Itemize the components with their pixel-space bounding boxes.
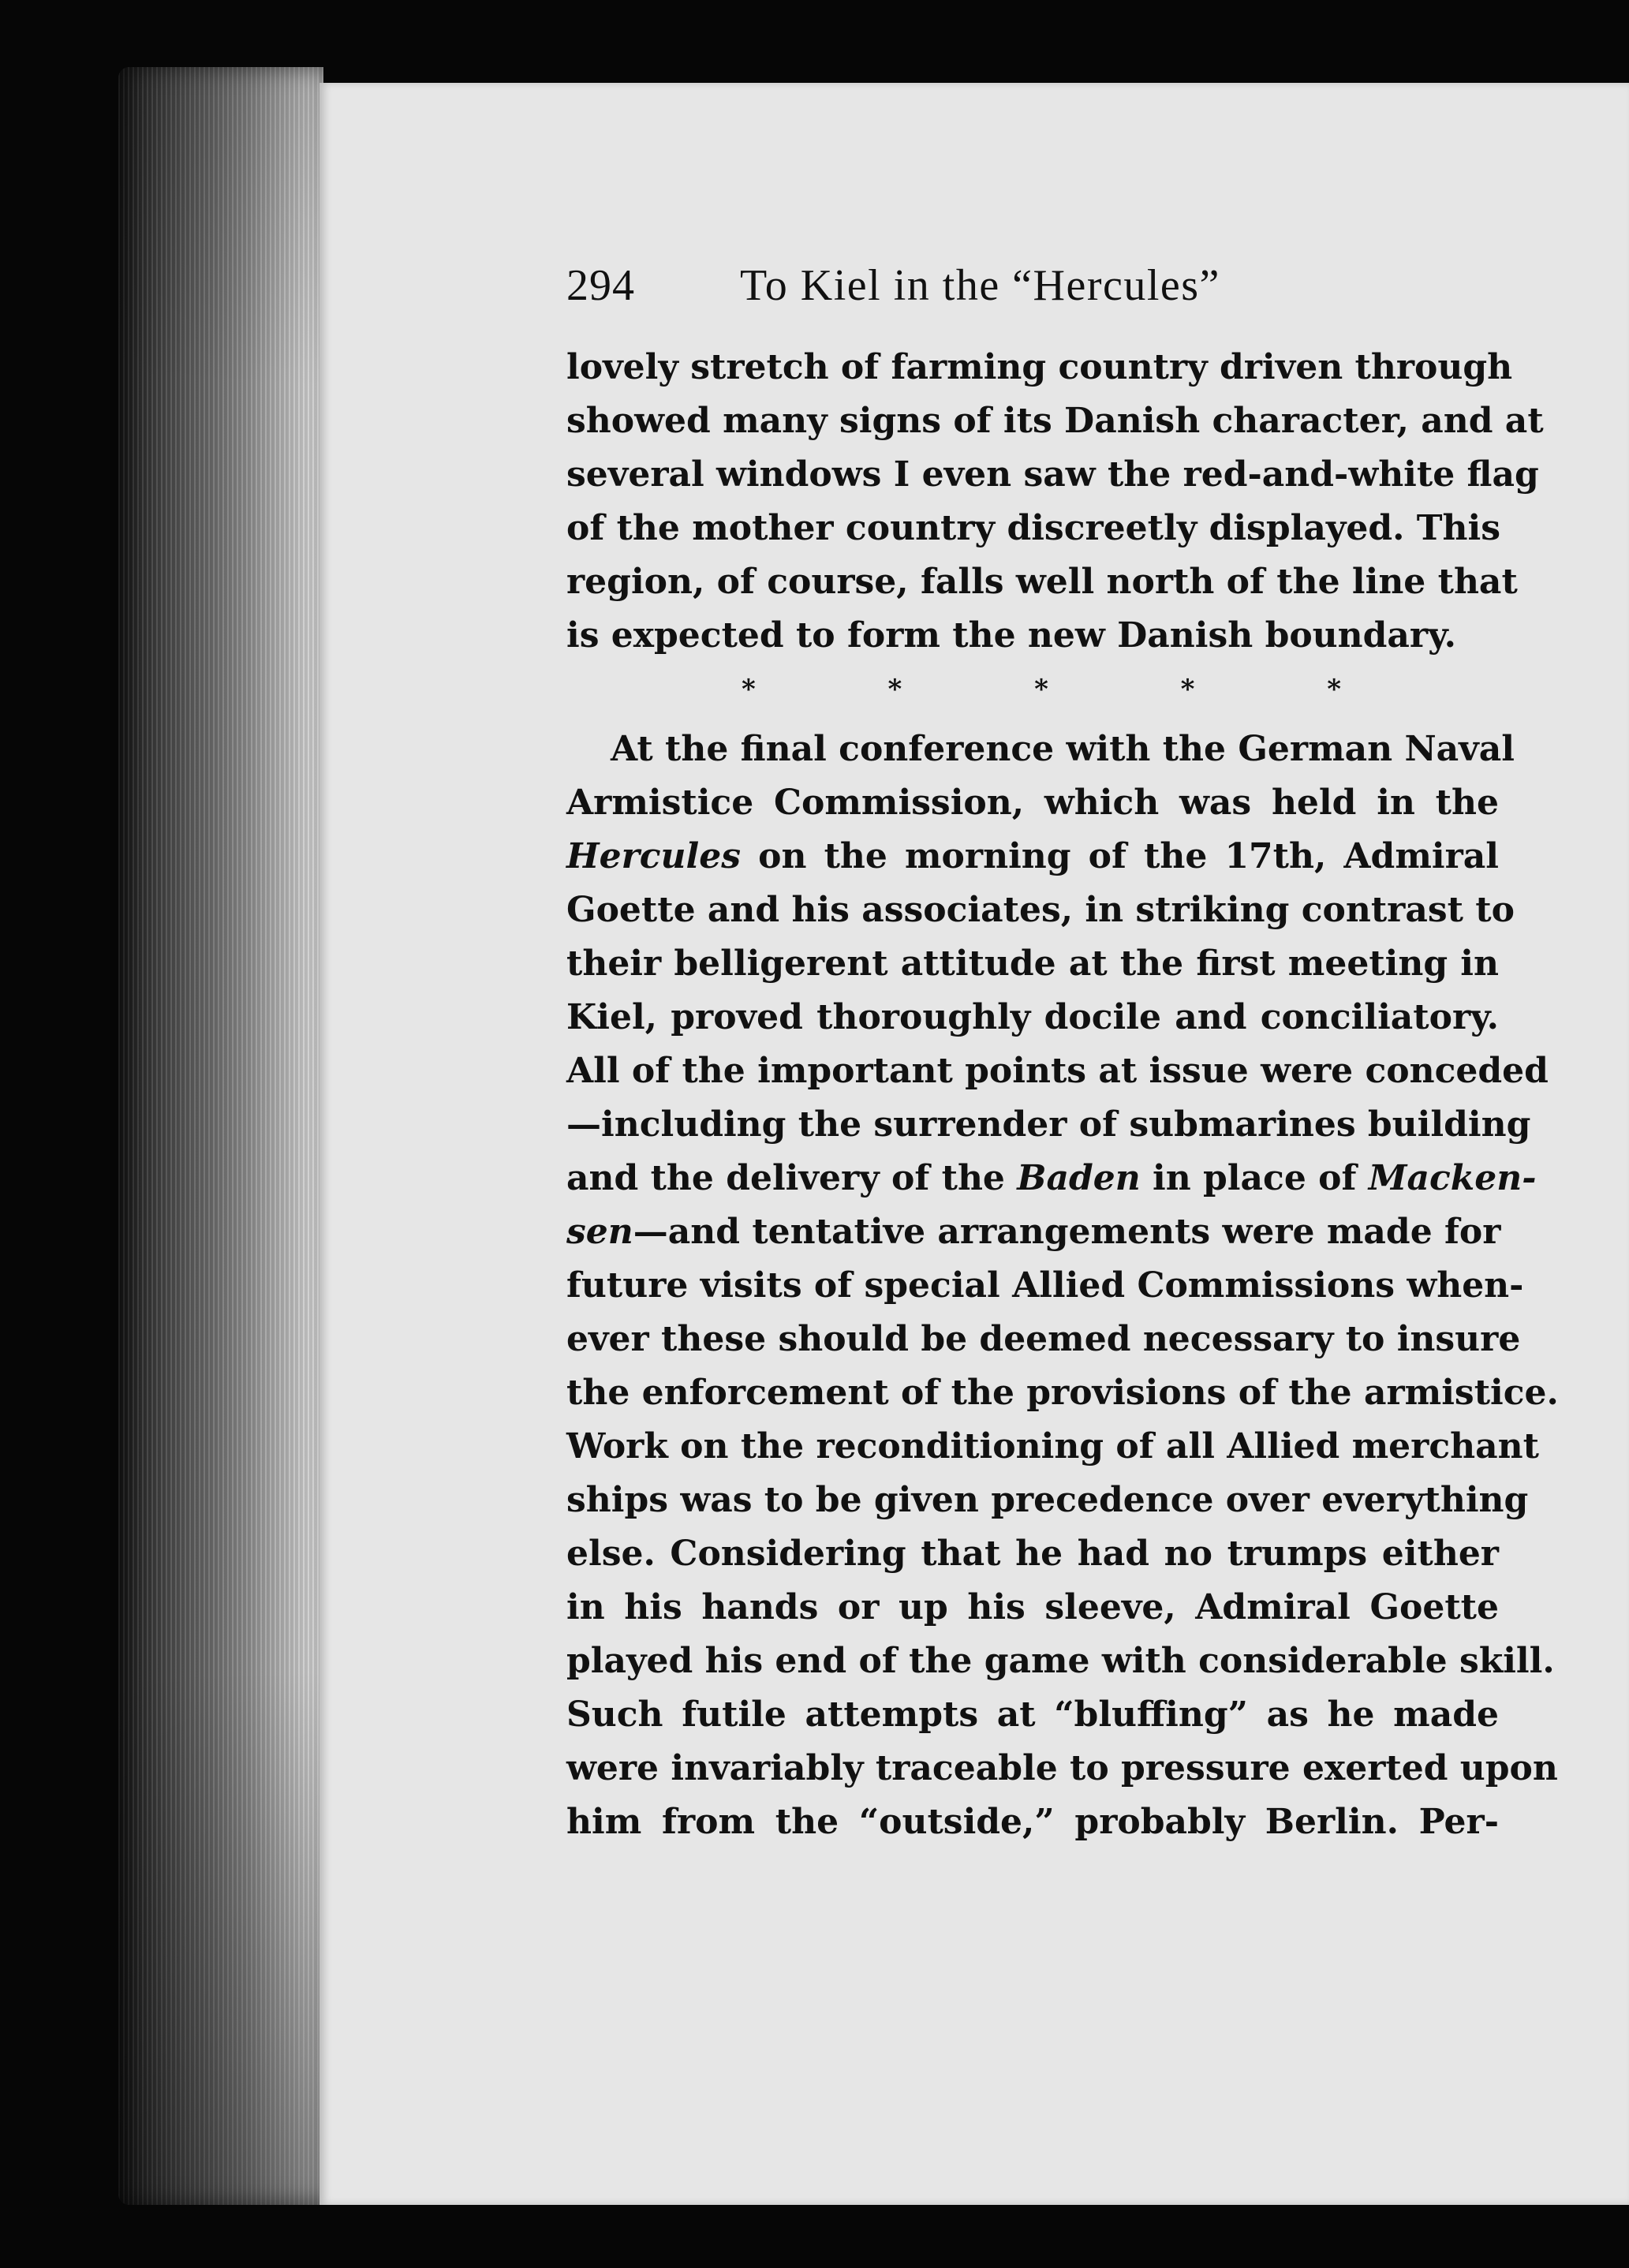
text-line: played his end of the game with considerable skill.: [566, 1641, 1555, 1681]
text-line: him from the “outside,” probably Berlin. Per-: [566, 1802, 1499, 1842]
text-line: region, of course, falls well north of the line that: [566, 562, 1518, 602]
text-line: Work on the reconditioning of all Allied merchant: [566, 1426, 1539, 1467]
section-separator: [742, 663, 1341, 716]
body-text: [566, 341, 1559, 1849]
text-line: Armistice Commission, which was held in the: [566, 783, 1499, 823]
page-number: 294: [566, 261, 635, 310]
text-line: ever these should be deemed necessary to insure: [566, 1319, 1521, 1359]
asterisk: *: [1034, 674, 1048, 705]
asterisk: *: [1180, 674, 1195, 705]
italic-ship-name: Macken-: [1368, 1158, 1537, 1198]
text-line: At the final conference with the German Naval: [611, 729, 1515, 769]
text-line: [566, 1205, 1499, 1259]
text-span: in place of: [1140, 1158, 1369, 1198]
text-line: [566, 1152, 1537, 1205]
running-head: [566, 260, 1513, 323]
text-line: All of the important points at issue were conceded: [566, 1051, 1549, 1091]
text-line: several windows I even saw the red-and-white flag: [566, 454, 1539, 495]
text-line: —including the surrender of submarines building: [566, 1104, 1531, 1145]
text-span: on the morning of the 17th, Admiral: [741, 836, 1499, 876]
text-line: showed many signs of its Danish character, and at: [566, 401, 1544, 441]
text-line: ships was to be given precedence over everything: [566, 1480, 1529, 1520]
asterisk: *: [887, 674, 902, 705]
text-span: —and tentative arrangements were made for: [633, 1212, 1501, 1252]
asterisk: *: [1327, 674, 1341, 705]
italic-ship-name: sen: [566, 1212, 633, 1252]
text-line: is expected to form the new Danish boundary.: [566, 615, 1456, 656]
text-line: future visits of special Allied Commissions when-: [566, 1265, 1524, 1306]
text-line: of the mother country discreetly displayed. This: [566, 508, 1501, 548]
text-line: lovely stretch of farming country driven through: [566, 347, 1513, 387]
text-span: and the delivery of the: [566, 1158, 1018, 1198]
text-line: [566, 830, 1499, 884]
asterisk: *: [742, 674, 756, 705]
text-line: Kiel, proved thoroughly docile and conciliatory.: [566, 997, 1499, 1037]
text-line: Such futile attempts at “bluffing” as he made: [566, 1694, 1499, 1735]
running-title: To Kiel in the “Hercules”: [740, 261, 1220, 310]
text-line: in his hands or up his sleeve, Admiral Goette: [566, 1587, 1499, 1627]
text-line: else. Considering that he had no trumps either: [566, 1534, 1499, 1574]
text-line: were invariably traceable to pressure exerted upon: [566, 1748, 1558, 1788]
italic-ship-name: Hercules: [566, 836, 742, 876]
text-line: the enforcement of the provisions of the armistice.: [566, 1373, 1559, 1413]
italic-ship-name: Baden: [1017, 1158, 1141, 1198]
text-line: Goette and his associates, in striking contrast to: [566, 890, 1515, 930]
text-line: their belligerent attitude at the first meeting in: [566, 943, 1499, 984]
book-edge-shadow: [118, 67, 323, 2205]
